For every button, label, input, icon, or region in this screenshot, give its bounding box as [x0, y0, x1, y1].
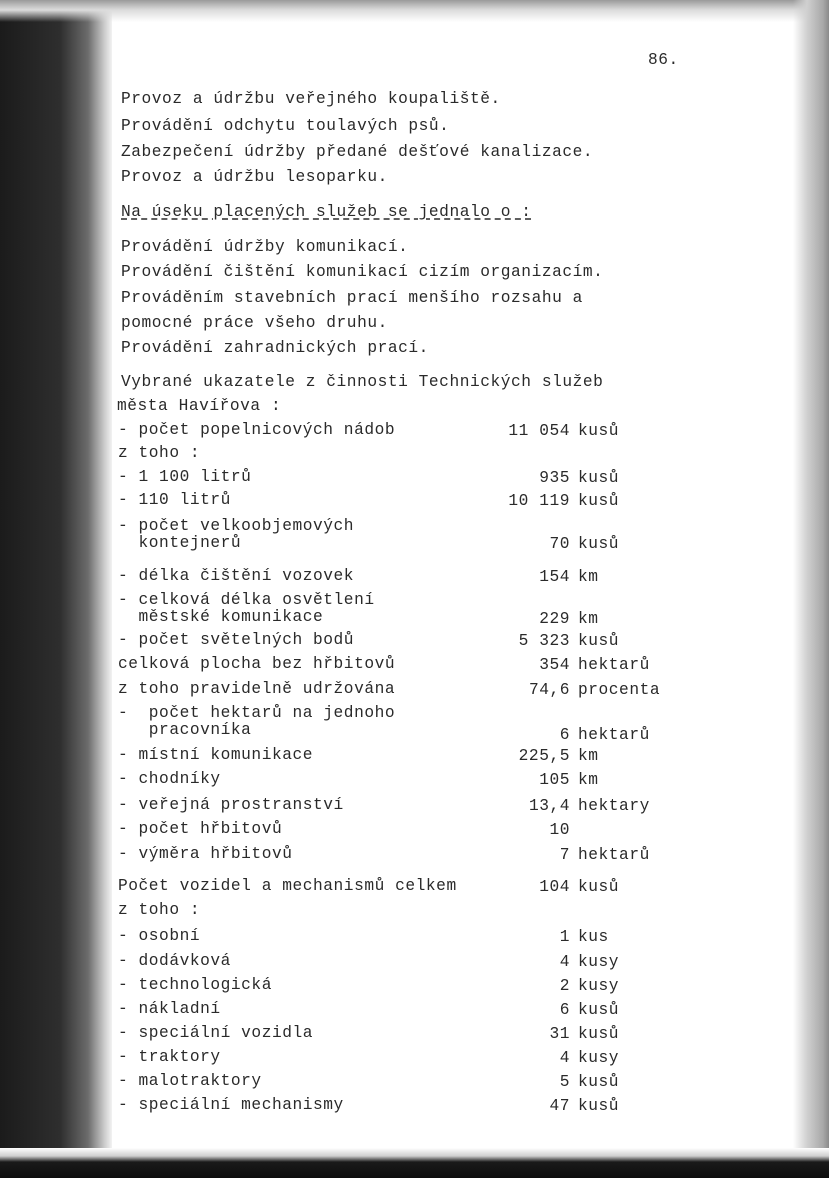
indicator-unit: kusů [578, 632, 620, 650]
paid-service-line: pomocné práce všeho druhu. [121, 314, 388, 332]
indicator-unit: hektary [578, 797, 650, 815]
indicator-unit: km [578, 610, 599, 628]
indicator-unit: kusů [578, 492, 620, 510]
page-right-edge [793, 0, 829, 1178]
indicator-value: 7 [559, 846, 570, 864]
indicator-value: 2 [559, 977, 570, 995]
indicator-unit: hektarů [578, 656, 650, 674]
indicator-label: - technologická [118, 976, 272, 994]
indicator-unit: hektarů [578, 846, 650, 864]
page-number: 86. [648, 51, 679, 69]
indicator-value: 4 [559, 1049, 570, 1067]
indicator-unit: kus [578, 928, 609, 946]
indicator-unit: kusů [578, 469, 620, 487]
indicator-unit: km [578, 747, 599, 765]
indicator-label: - speciální vozidla [118, 1024, 314, 1042]
paid-service-line: Provádění údržby komunikací. [121, 238, 409, 256]
indicator-value: 6 [559, 726, 570, 744]
indicator-unit: kusy [578, 977, 620, 995]
indicator-value: 47 [549, 1097, 570, 1115]
indicator-value: 1 [559, 928, 570, 946]
indicator-value: 105 [539, 771, 570, 789]
indicator-unit: kusů [578, 1025, 620, 1043]
indicator-unit: km [578, 771, 599, 789]
indicator-value: 154 [539, 568, 570, 586]
indicator-label: - celková délka osvětlení městské komunikace [118, 591, 375, 626]
indicator-label: - nákladní [118, 1000, 221, 1018]
indicator-label: - délka čištění vozovek [118, 567, 355, 585]
indicator-value: 11 054 [508, 422, 570, 440]
indicator-value: 229 [539, 610, 570, 628]
indicator-unit: kusů [578, 1097, 620, 1115]
scan-top-shadow [0, 0, 829, 22]
indicator-label: celková plocha bez hřbitovů [118, 655, 396, 673]
indicator-label: - výměra hřbitovů [118, 845, 293, 863]
indicator-label: z toho pravidelně udržována [118, 680, 396, 698]
indicator-value: 354 [539, 656, 570, 674]
indicator-value: 104 [539, 878, 570, 896]
paid-service-line: Prováděním stavebních prací menšího rozsahu a [121, 289, 583, 307]
indicator-value: 935 [539, 469, 570, 487]
indicators-intro: Vybrané ukazatele z činnosti Technických služeb [121, 373, 604, 391]
indicator-value: 4 [559, 953, 570, 971]
indicator-unit: kusů [578, 535, 620, 553]
scan-bottom-edge [0, 1148, 829, 1178]
indicator-label: z toho : [118, 444, 201, 462]
indicator-label: z toho : [118, 901, 201, 919]
indicator-label: - veřejná prostranství [118, 796, 344, 814]
paid-service-line: Provádění zahradnických prací. [121, 339, 429, 357]
indicator-unit: kusů [578, 1001, 620, 1019]
intro-line: Provoz a údržbu lesoparku. [121, 168, 388, 186]
indicator-value: 10 119 [508, 492, 570, 510]
indicator-unit: kusů [578, 1073, 620, 1091]
indicator-value: 5 [559, 1073, 570, 1091]
indicator-value: 31 [549, 1025, 570, 1043]
indicator-label: Počet vozidel a mechanismů celkem [118, 877, 457, 895]
indicator-label: - dodávková [118, 952, 231, 970]
indicator-label: - počet popelnicových nádob [118, 421, 396, 439]
indicator-label: - osobní [118, 927, 201, 945]
indicator-label: - 1 100 litrů [118, 468, 252, 486]
indicator-unit: kusy [578, 953, 620, 971]
indicator-unit: kusy [578, 1049, 620, 1067]
indicator-value: 5 323 [518, 632, 570, 650]
indicator-value: 6 [559, 1001, 570, 1019]
intro-line: Zabezpečení údržby předané dešťové kanalizace. [121, 143, 594, 161]
indicator-unit: procenta [578, 681, 661, 699]
indicator-value: 13,4 [528, 797, 570, 815]
indicator-value: 10 [549, 821, 570, 839]
section-heading: Na úseku placených služeb se jednalo o : [121, 203, 532, 221]
intro-line: Provádění odchytu toulavých psů. [121, 117, 450, 135]
indicator-label: - počet hektarů na jednoho pracovníka [118, 704, 396, 739]
indicator-value: 74,6 [528, 681, 570, 699]
indicator-label: - počet velkoobjemových kontejnerů [118, 517, 355, 552]
indicator-label: - počet světelných bodů [118, 631, 355, 649]
indicator-label: - traktory [118, 1048, 221, 1066]
indicator-unit: km [578, 568, 599, 586]
indicator-label: - malotraktory [118, 1072, 262, 1090]
indicator-label: - chodníky [118, 770, 221, 788]
indicator-value: 70 [549, 535, 570, 553]
indicator-unit: kusů [578, 878, 620, 896]
indicator-value: 225,5 [518, 747, 570, 765]
indicator-label: - speciální mechanismy [118, 1096, 344, 1114]
indicator-unit: hektarů [578, 726, 650, 744]
indicator-unit: kusů [578, 422, 620, 440]
indicators-intro: města Havířova : [117, 397, 282, 415]
indicator-label: - počet hřbitovů [118, 820, 283, 838]
book-binding-shadow [0, 0, 112, 1178]
indicator-label: - 110 litrů [118, 491, 231, 509]
paid-service-line: Provádění čištění komunikací cizím organizacím. [121, 263, 604, 281]
intro-line: Provoz a údržbu veřejného koupaliště. [121, 90, 501, 108]
indicator-label: - místní komunikace [118, 746, 314, 764]
